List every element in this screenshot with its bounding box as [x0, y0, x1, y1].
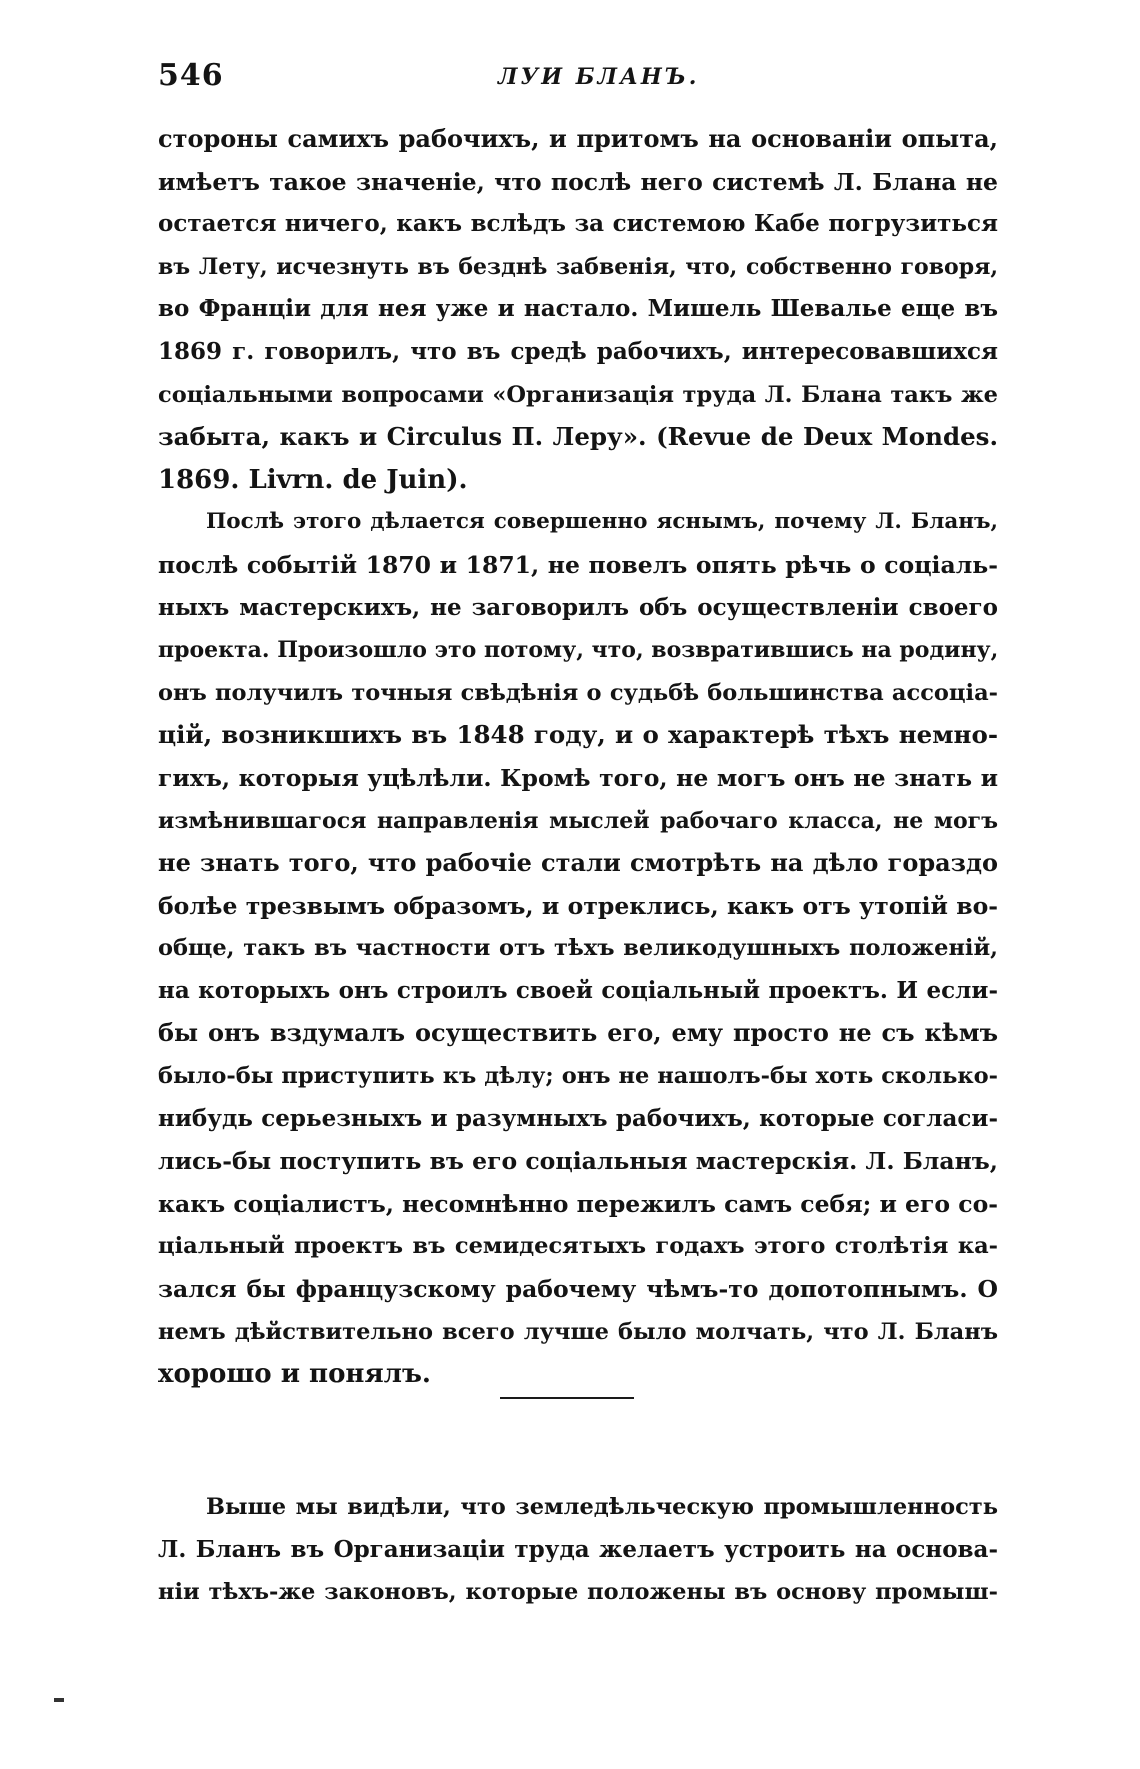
- text-line: зался бы французскому рабочему чѣмъ-то допотопнымъ. О: [158, 1275, 998, 1304]
- text-line: во Франціи для нея уже и настало. Мишель Шевалье еще въ: [158, 295, 998, 323]
- page-header: [158, 58, 998, 98]
- text-line: забыта, какъ и Circulus П. Леру». (Revue de Deux Mondes.: [158, 422, 998, 452]
- paragraph-3: [158, 1486, 998, 1614]
- text-line: болѣе трезвымъ образомъ, и отреклись, какъ отъ утопій во-: [158, 891, 998, 920]
- text-line: 1869. Livrn. de Juin).: [158, 464, 468, 495]
- text-line: ніи тѣхъ-же законовъ, которые положены въ основу промыш-: [158, 1579, 998, 1606]
- text-line: имѣетъ такое значеніе, что послѣ него системѣ Л. Блана не: [158, 167, 998, 196]
- scan-mark: [54, 1698, 64, 1702]
- text-line: ціальный проектъ въ семидесятыхъ годахъ этого столѣтія ка-: [158, 1233, 998, 1260]
- text-line: измѣнившагося направленія мыслей рабочаго класса, не могъ: [158, 807, 998, 834]
- text-line: ныхъ мастерскихъ, не заговорилъ объ осуществленіи своего: [158, 593, 998, 621]
- text-line: остается ничего, какъ вслѣдъ за системою Кабе погрузиться: [158, 210, 998, 238]
- text-line: 1869 г. говорилъ, что въ средѣ рабочихъ, интересовавшихся: [158, 337, 998, 365]
- section-divider: [500, 1397, 634, 1399]
- text-line: не знать того, что рабочіе стали смотрѣть на дѣло гораздо: [158, 848, 998, 878]
- text-line: обще, такъ въ частности отъ тѣхъ великодушныхъ положеній,: [158, 935, 998, 962]
- running-head: ЛУИ БЛАНЪ.: [498, 64, 700, 90]
- text-line: послѣ событій 1870 и 1871, не повелъ опять рѣчь о соціаль-: [158, 550, 998, 579]
- text-line: гихъ, которыя уцѣлѣли. Кромѣ того, не могъ онъ не знать и: [158, 763, 998, 792]
- text-line: нибудь серьезныхъ и разумныхъ рабочихъ, которые согласи-: [158, 1104, 998, 1132]
- text-line: цій, возникшихъ въ 1848 году, и о характерѣ тѣхъ немно-: [158, 720, 998, 750]
- text-line: стороны самихъ рабочихъ, и притомъ на основаніи опыта,: [158, 124, 998, 153]
- text-line: Л. Бланъ въ Организаціи труда желаетъ устроить на основа-: [158, 1535, 998, 1563]
- text-line: на которыхъ онъ строилъ своей соціальный проектъ. И если-: [158, 976, 998, 1004]
- text-line: было-бы приступить къ дѣлу; онъ не нашолъ-бы хоть сколько-: [158, 1063, 998, 1090]
- text-line: какъ соціалистъ, несомнѣнно пережилъ самъ себя; и его со-: [158, 1189, 998, 1218]
- text-line: онъ получилъ точныя свѣдѣнія о судьбѣ большинства ассоціа-: [158, 679, 998, 706]
- text-line: лись-бы поступить въ его соціальныя мастерскія. Л. Бланъ,: [158, 1147, 998, 1176]
- text-line: Послѣ этого дѣлается совершенно яснымъ, почему Л. Бланъ,: [206, 509, 998, 535]
- text-line: бы онъ вздумалъ осуществить его, ему просто не съ кѣмъ: [158, 1018, 998, 1048]
- text-line: соціальными вопросами «Организація труда Л. Блана такъ же: [158, 381, 998, 408]
- paragraph-1: [158, 118, 998, 1396]
- page-number: 546: [158, 58, 224, 93]
- text-line: хорошо и понялъ.: [158, 1359, 431, 1390]
- text-line: въ Лету, исчезнуть въ безднѣ забвенія, что, собственно говоря,: [158, 253, 998, 280]
- text-line: проекта. Произошло это потому, что, возвратившись на родину,: [158, 637, 998, 664]
- text-line: Выше мы видѣли, что земледѣльческую промышленность: [206, 1494, 998, 1520]
- text-line: немъ дѣйствительно всего лучше было молчать, что Л. Бланъ: [158, 1318, 998, 1345]
